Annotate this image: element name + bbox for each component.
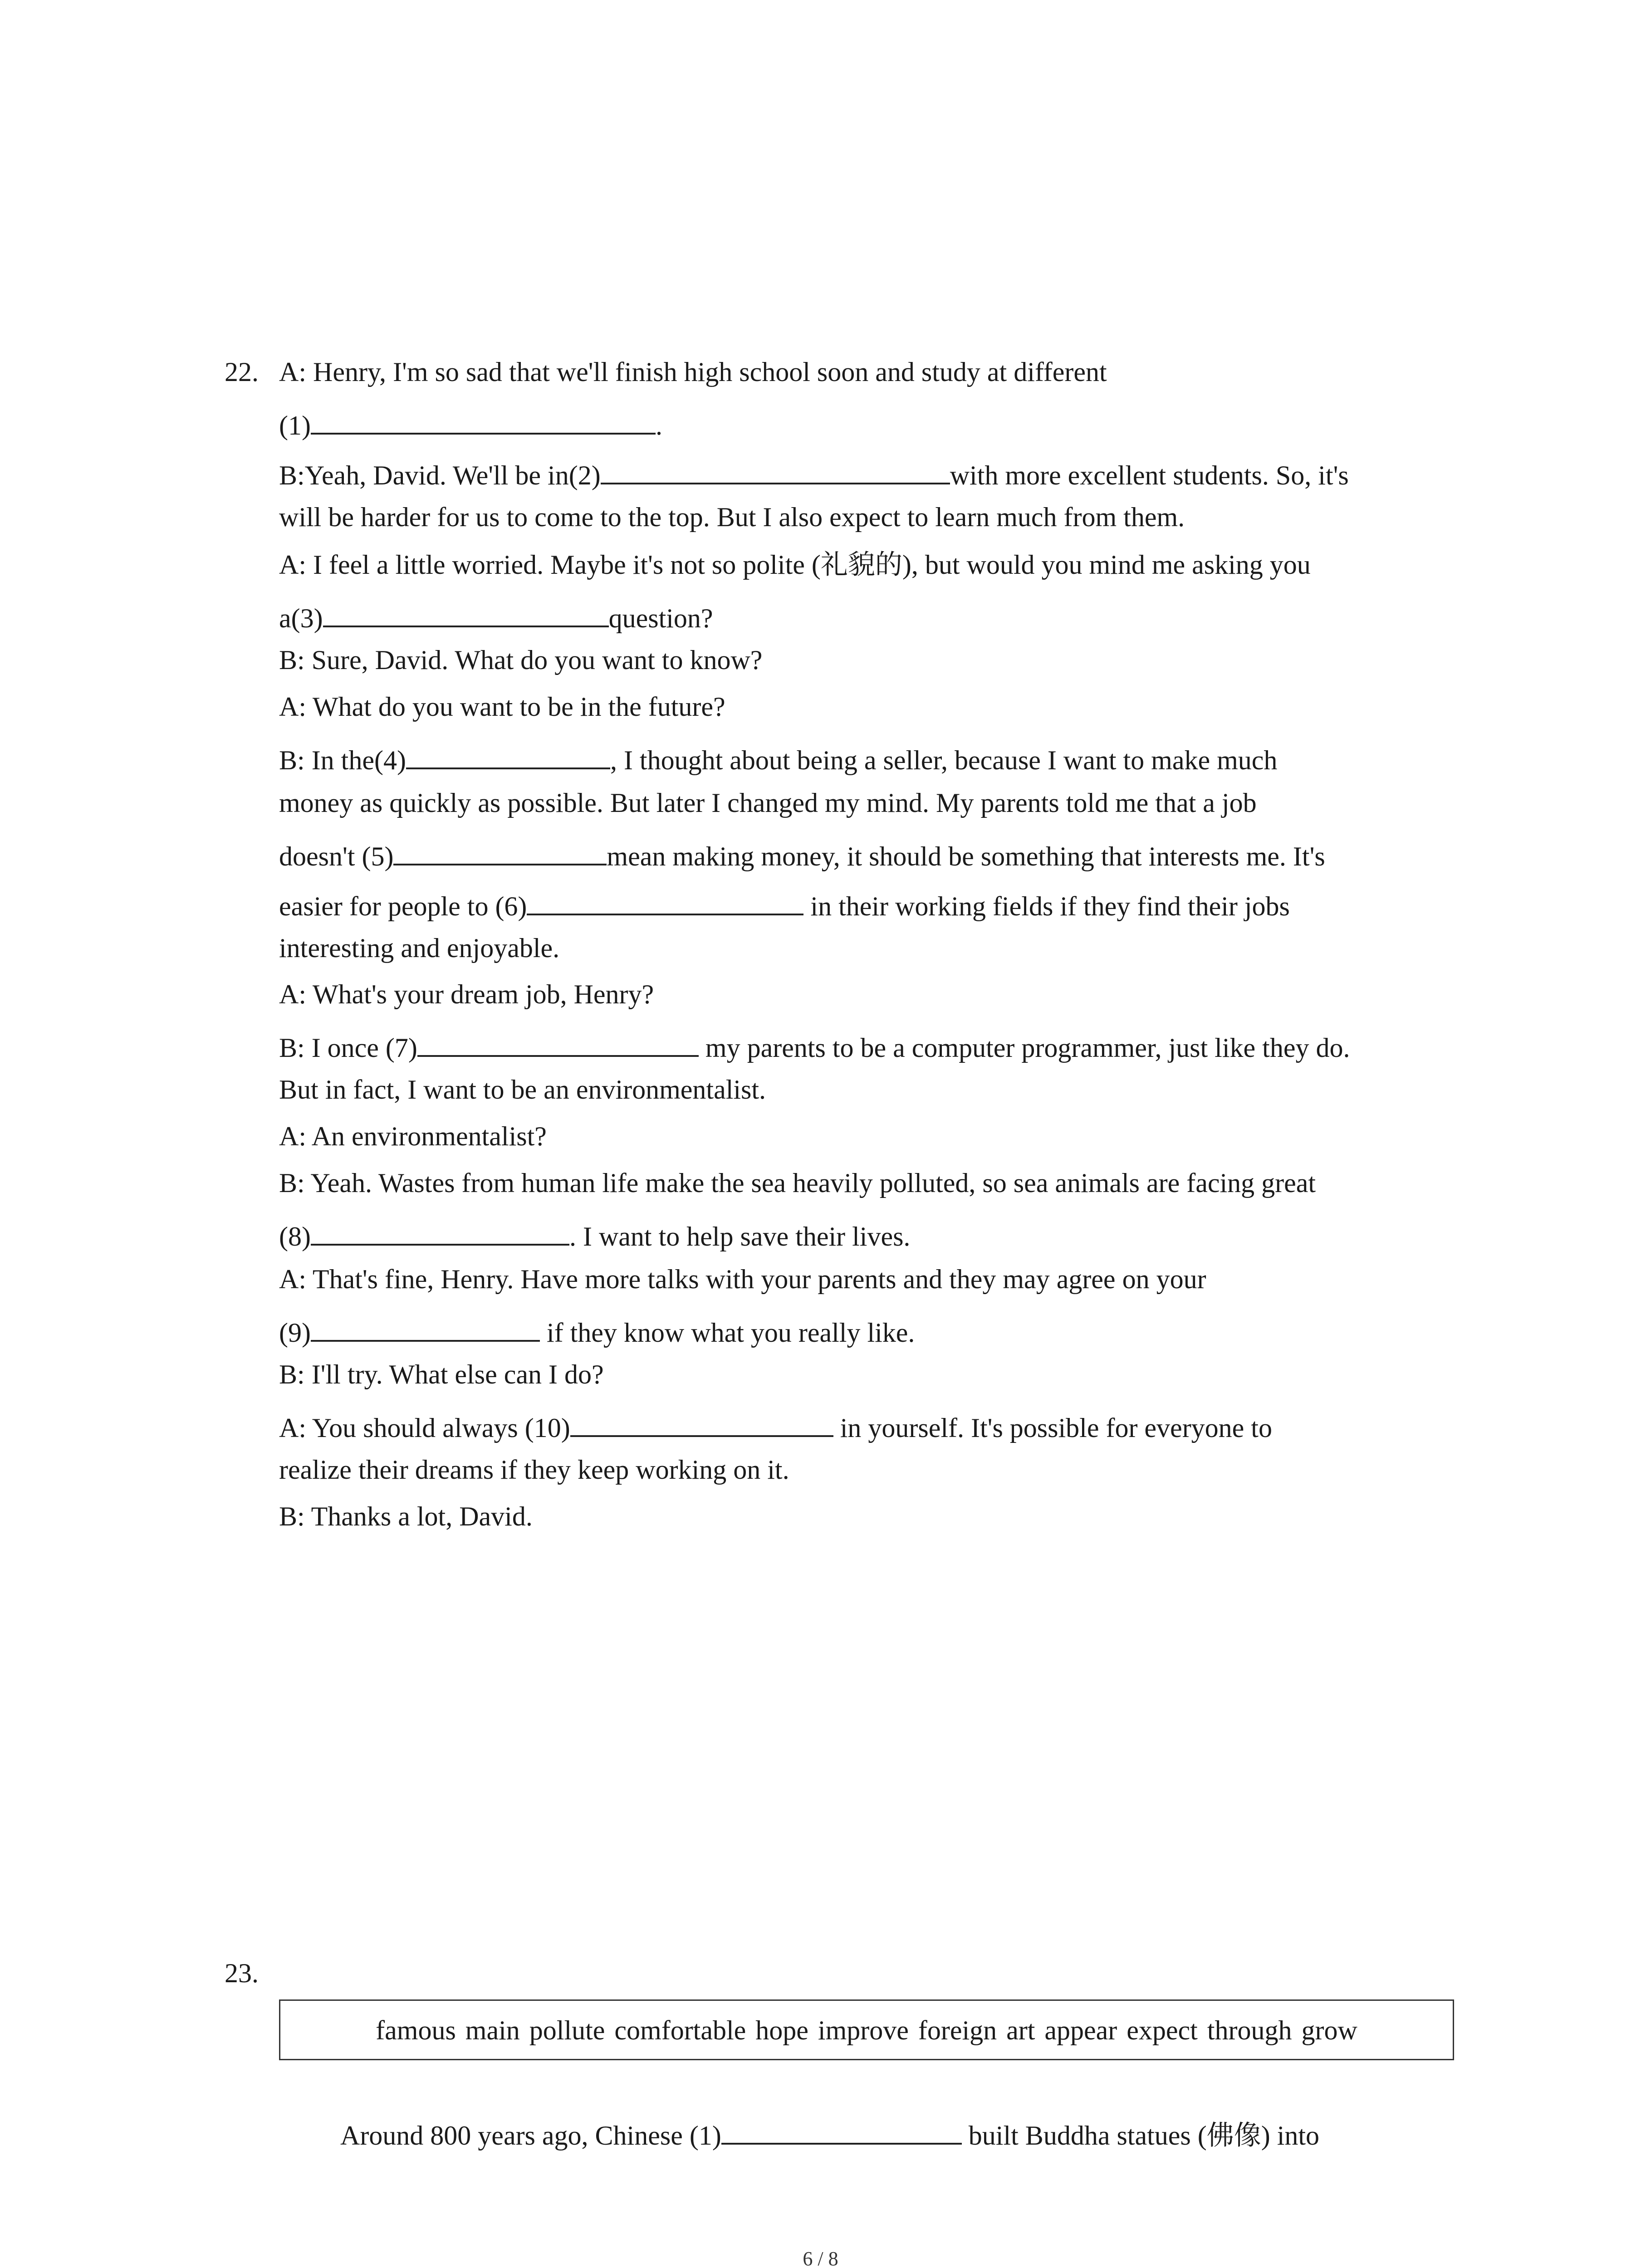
q22-line-25 (279, 1498, 533, 1535)
line-text: A: I feel a little worried. Maybe it's not so polite (礼貌的), but would you mind me asking you (279, 550, 1311, 580)
line-text: Around 800 years ago, Chinese (1) (340, 2121, 721, 2151)
line-text: (1) (279, 411, 311, 440)
line-text: . I want to help save their lives. (569, 1222, 911, 1251)
line-text: if they know what you really like. (539, 1318, 915, 1348)
q23-passage-line-1 (340, 2114, 1319, 2154)
line-text: A: What's your dream job, Henry? (279, 979, 654, 1009)
line-text: B: I once (7) (279, 1033, 417, 1063)
line-text: But in fact, I want to be an environmentalist. (279, 1075, 766, 1105)
q22-line-13 (279, 930, 559, 966)
line-text: my parents to be a computer programmer, just like they do. (698, 1033, 1350, 1063)
line-text: a(3) (279, 603, 323, 633)
q22-line-19 (279, 1215, 910, 1255)
q22-line-20 (279, 1261, 1206, 1297)
q22-line-15 (279, 1026, 1350, 1066)
answer-blank-8[interactable] (311, 1215, 569, 1246)
q22-line-11 (279, 835, 1325, 875)
page-number: 6 / 8 (803, 2248, 838, 2268)
answer-blank-6[interactable] (527, 885, 803, 915)
line-text: realize their dreams if they keep working on it. (279, 1455, 789, 1485)
q22-line-22 (279, 1356, 604, 1393)
word-bank-box (279, 1999, 1454, 2060)
line-text: A: What do you want to be in the future? (279, 692, 725, 722)
line-text: (8) (279, 1222, 311, 1251)
line-text: mean making money, it should be something that interests me. It's (607, 841, 1325, 871)
line-text: in their working fields if they find their jobs (803, 891, 1290, 921)
line-text: (9) (279, 1318, 311, 1348)
line-text: doesn't (5) (279, 841, 394, 871)
line-text: with more excellent students. So, it's (950, 460, 1349, 490)
q22-line-9 (279, 738, 1277, 778)
line-text: . (655, 411, 662, 440)
answer-blank-10[interactable] (570, 1406, 833, 1437)
q22-line-1 (279, 354, 1107, 390)
line-text: , I thought about being a seller, because I want to make much (610, 745, 1278, 775)
answer-blank-5[interactable] (393, 835, 607, 865)
line-text: money as quickly as possible. But later I changed my mind. My parents told me that a job (279, 788, 1257, 818)
line-text: B: Thanks a lot, David. (279, 1501, 533, 1531)
q22-line-12 (279, 885, 1290, 924)
line-text: A: You should always (10) (279, 1413, 570, 1443)
word-bank-text: famous main pollute comfortable hope improve foreign art appear expect through grow (376, 2015, 1357, 2045)
line-text: A: Henry, I'm so sad that we'll finish high school soon and study at different (279, 357, 1107, 387)
q22-line-4 (279, 499, 1185, 535)
question-23-number: 23. (225, 1958, 259, 1988)
answer-blank-9[interactable] (311, 1311, 540, 1342)
answer-blank-4[interactable] (406, 738, 610, 769)
line-text: A: That's fine, Henry. Have more talks with your parents and they may agree on your (279, 1264, 1206, 1294)
q22-line-3 (279, 454, 1349, 494)
line-text: B: I'll try. What else can I do? (279, 1359, 604, 1389)
q22-line-6 (279, 596, 713, 636)
q22-line-14 (279, 976, 654, 1012)
q22-line-17 (279, 1118, 547, 1154)
q22-line-21 (279, 1311, 915, 1351)
q22-line-2 (279, 404, 662, 444)
line-text: will be harder for us to come to the top. But I also expect to learn much from them. (279, 502, 1185, 532)
line-text: B: In the(4) (279, 745, 406, 775)
line-text: built Buddha statues (佛像) into (961, 2121, 1320, 2151)
question-22-number: 22. (225, 357, 259, 387)
answer-blank-23-1[interactable] (721, 2114, 962, 2145)
q22-line-8 (279, 689, 725, 725)
q22-line-18 (279, 1165, 1316, 1201)
answer-blank-7[interactable] (417, 1026, 699, 1057)
q22-line-10 (279, 785, 1257, 821)
q22-line-16 (279, 1071, 766, 1108)
answer-blank-1[interactable] (311, 404, 656, 435)
line-text: in yourself. It's possible for everyone to (833, 1413, 1272, 1443)
line-text: A: An environmentalist? (279, 1121, 547, 1151)
line-text: easier for people to (6) (279, 891, 527, 921)
line-text: B: Sure, David. What do you want to know? (279, 645, 763, 675)
q22-line-7 (279, 642, 762, 678)
line-text: B:Yeah, David. We'll be in(2) (279, 460, 601, 490)
answer-blank-3[interactable] (323, 596, 609, 627)
q22-line-24 (279, 1452, 789, 1488)
line-text: interesting and enjoyable. (279, 933, 560, 963)
q22-line-5 (279, 547, 1311, 583)
line-text: B: Yeah. Wastes from human life make the sea heavily polluted, so sea animals are facing great (279, 1168, 1316, 1198)
answer-blank-2[interactable] (601, 454, 950, 484)
q22-line-23 (279, 1406, 1272, 1446)
line-text: question? (608, 603, 713, 633)
